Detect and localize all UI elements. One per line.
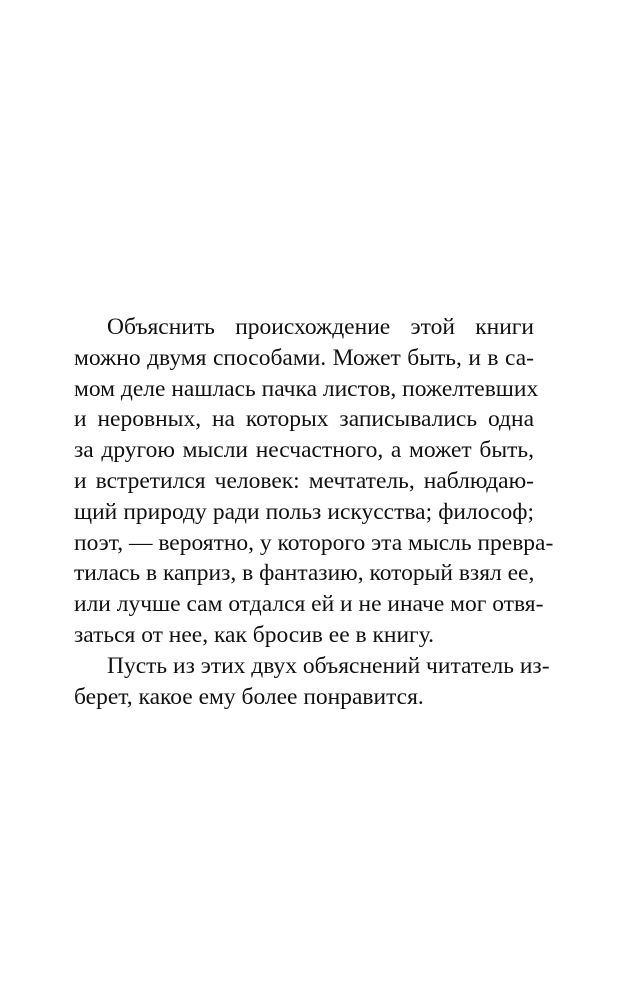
paragraph-1-line-10: или лучше сам отдался ей и не иначе мог отвя- — [74, 591, 544, 618]
paragraph-2-line-2: берет, какое ему более понравится. — [74, 683, 424, 710]
paragraph-1-line-11: заться от нее, как бросив ее в книгу. — [74, 621, 434, 648]
paragraph-1-line-7: щий природу ради польз искусства; философ; — [74, 498, 534, 525]
body-text — [74, 312, 554, 712]
paragraph-1-line-2: можно двумя способами. Может быть, и в са- — [74, 344, 534, 371]
paragraph-1-line-1: Объяснить происхождение этой книги — [107, 314, 534, 340]
paragraph-1-line-6: и встретился человек: мечтатель, наблюдаю- — [74, 467, 534, 494]
paragraph-1-line-9: тилась в каприз, в фантазию, который взял ее, — [74, 560, 535, 587]
paragraph-1-line-3: мом деле нашлась пачка листов, пожелтевших — [74, 375, 539, 402]
paragraph-1-line-4: и неровных, на которых записывались одна — [74, 406, 534, 433]
paragraph-2-line-1: Пусть из этих двух объяснений читатель из- — [107, 652, 550, 679]
paragraph-1-line-5: за другою мысли несчастного, а может быть, — [74, 437, 534, 464]
paragraph-1-line-8: поэт, — вероятно, у которого эта мысль превра- — [74, 529, 554, 556]
